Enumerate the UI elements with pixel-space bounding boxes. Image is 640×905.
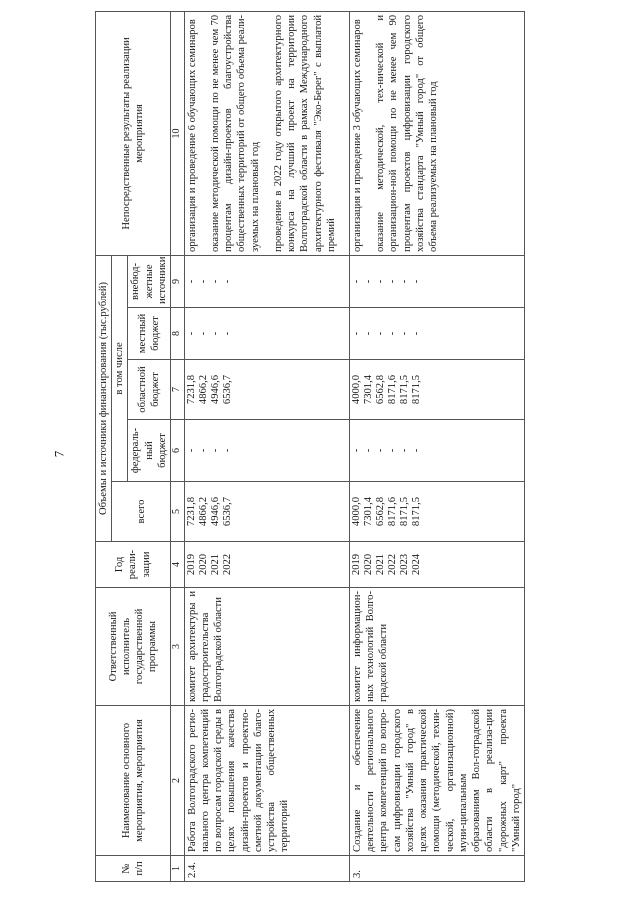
federal-value: - (197, 448, 209, 453)
local-value: - (221, 331, 233, 336)
federal-value: - (221, 448, 233, 453)
header-row-1 (96, 11, 112, 881)
federal-value: - (399, 448, 411, 453)
row-local (184, 308, 349, 360)
header-regional: областной бюджет (128, 360, 171, 420)
col-number: 7 (171, 360, 185, 420)
result-item: оказание методической, тех-нической и организацион-ной помощи по не менее чем 90 процентам проектов цифровизации городского хозяйства стандарта "Умный город" от общего объема реализуемых на плановый год (375, 14, 440, 252)
program-table (95, 11, 525, 882)
col-number: 9 (171, 255, 185, 307)
year: 2023 (399, 553, 411, 576)
extra-value: - (375, 279, 387, 284)
local-value: - (209, 331, 221, 336)
row-extra (184, 255, 349, 307)
local-value: - (351, 331, 363, 336)
header-local: местный бюджет (128, 308, 171, 360)
local-value: - (387, 331, 399, 336)
federal-value: - (363, 448, 375, 453)
regional-value: 8171,5 (399, 374, 411, 405)
regional-value: 7231,8 (185, 374, 197, 405)
federal-value: - (185, 448, 197, 453)
total-value: 8171,5 (399, 496, 411, 527)
year: 2024 (411, 553, 423, 576)
federal-value: - (351, 448, 363, 453)
row-federal (184, 420, 349, 482)
result-item: организация и проведение 3 обучающих семинаров (352, 19, 364, 252)
row-num: 3. (350, 856, 525, 882)
col-number: 8 (171, 308, 185, 360)
col-number: 10 (171, 11, 185, 255)
row-local (350, 308, 525, 360)
row-federal (350, 420, 525, 482)
regional-value: 4866,2 (197, 374, 209, 405)
header-name: Наименование основного мероприятия, мероприятия (96, 706, 171, 856)
header-results: Непосредственные результаты реализации мероприятия (96, 11, 171, 255)
table-row (184, 11, 349, 881)
row-regional (350, 360, 525, 420)
year: 2020 (197, 553, 209, 576)
col-number: 6 (171, 420, 185, 482)
total-value: 7231,8 (185, 496, 197, 527)
rotated-table-wrapper (95, 12, 557, 882)
regional-value: 8171,5 (411, 374, 423, 405)
header-num: № п/п (96, 856, 171, 882)
local-value: - (363, 331, 375, 336)
row-extra (350, 255, 525, 307)
col-number: 2 (171, 706, 185, 856)
total-value: 8171,6 (387, 496, 399, 527)
col-number: 4 (171, 542, 185, 588)
local-value: - (375, 331, 387, 336)
total-value: 4946,6 (209, 496, 221, 527)
header-total: всего (112, 482, 171, 542)
row-name: Создание и обеспечение деятельности регионального центра компетенций по вопро-сам цифровизации городского хозяйства "Умный город" в целях оказания практической помощи (методической, техни-ческой, организационной) муни-ципальным образованиям Вол-гоградской области в реализа-ции "дорожных карт" проекта "Умный город" (350, 706, 525, 856)
extra-value: - (221, 279, 233, 284)
extra-value: - (411, 279, 423, 284)
extra-value: - (399, 279, 411, 284)
row-name: Работа Волгоградского регио-нального центра компетенций по вопросам городской среды в целях повышения качества дизайн-проектов и проектно-сметной документации благо-устройства общественных территорий (184, 706, 349, 856)
regional-value: 6536,7 (221, 374, 233, 405)
header-funding: Объемы и источники финансирования (тыс.рублей) (96, 255, 112, 541)
header-federal: федераль-ный бюджет (128, 420, 171, 482)
local-value: - (411, 331, 423, 336)
row-totals (350, 482, 525, 542)
year: 2022 (221, 553, 233, 576)
extra-value: - (209, 279, 221, 284)
row-num: 2.4. (184, 856, 349, 882)
row-results (350, 11, 525, 255)
result-item: проведение в 2022 году открытого архитектурного конкурса на лучший проект на территории Волгоградской области в рамках Международного архитектурного фестиваля "Эко-Берег" с выплатой премий (272, 14, 337, 252)
regional-value: 4000,0 (351, 374, 363, 405)
extra-value: - (387, 279, 399, 284)
row-years (350, 542, 525, 588)
federal-value: - (387, 448, 399, 453)
total-value: 6536,7 (221, 496, 233, 527)
extra-value: - (197, 279, 209, 284)
total-value: 4000,0 (351, 496, 363, 527)
col-number: 1 (171, 856, 185, 882)
extra-value: - (363, 279, 375, 284)
row-regional (184, 360, 349, 420)
year: 2021 (209, 553, 221, 576)
table-row (350, 11, 525, 881)
local-value: - (399, 331, 411, 336)
year: 2019 (351, 553, 363, 576)
row-executor: комитет информацион-ных технологий Волго-градской области (350, 588, 525, 706)
column-number-row (171, 11, 185, 881)
year: 2019 (185, 553, 197, 576)
page-number: 7 (51, 450, 67, 458)
local-value: - (197, 331, 209, 336)
total-value: 7301,4 (363, 496, 375, 527)
total-value: 4866,2 (197, 496, 209, 527)
federal-value: - (411, 448, 423, 453)
result-item: организация и проведение 6 обучающих семинаров (186, 19, 198, 252)
col-number: 5 (171, 482, 185, 542)
row-totals (184, 482, 349, 542)
extra-value: - (351, 279, 363, 284)
total-value: 6562,8 (375, 496, 387, 527)
header-incl: в том числе (112, 255, 128, 481)
header-extra: внебюд-жетные источники (128, 255, 171, 307)
total-value: 8171,5 (411, 496, 423, 527)
federal-value: - (375, 448, 387, 453)
header-year: Год реали-зации (96, 542, 171, 588)
year: 2022 (387, 553, 399, 576)
year: 2020 (363, 553, 375, 576)
year: 2021 (375, 553, 387, 576)
header-executor: Ответственный исполнитель государственной программы (96, 588, 171, 706)
row-results (184, 11, 349, 255)
regional-value: 8171,6 (387, 374, 399, 405)
regional-value: 7301,4 (363, 374, 375, 405)
regional-value: 4946,6 (209, 374, 221, 405)
extra-value: - (185, 279, 197, 284)
federal-value: - (209, 448, 221, 453)
row-years (184, 542, 349, 588)
local-value: - (185, 331, 197, 336)
regional-value: 6562,8 (375, 374, 387, 405)
row-executor: комитет архитектуры и градостроительства Волгоградской области (184, 588, 349, 706)
result-item: оказание методической помощи по не менее чем 70 процентам дизайн-проектов благоустройства общественных территорий от общего объема реали-зуемых на плановый год (209, 14, 261, 252)
col-number: 3 (171, 588, 185, 706)
